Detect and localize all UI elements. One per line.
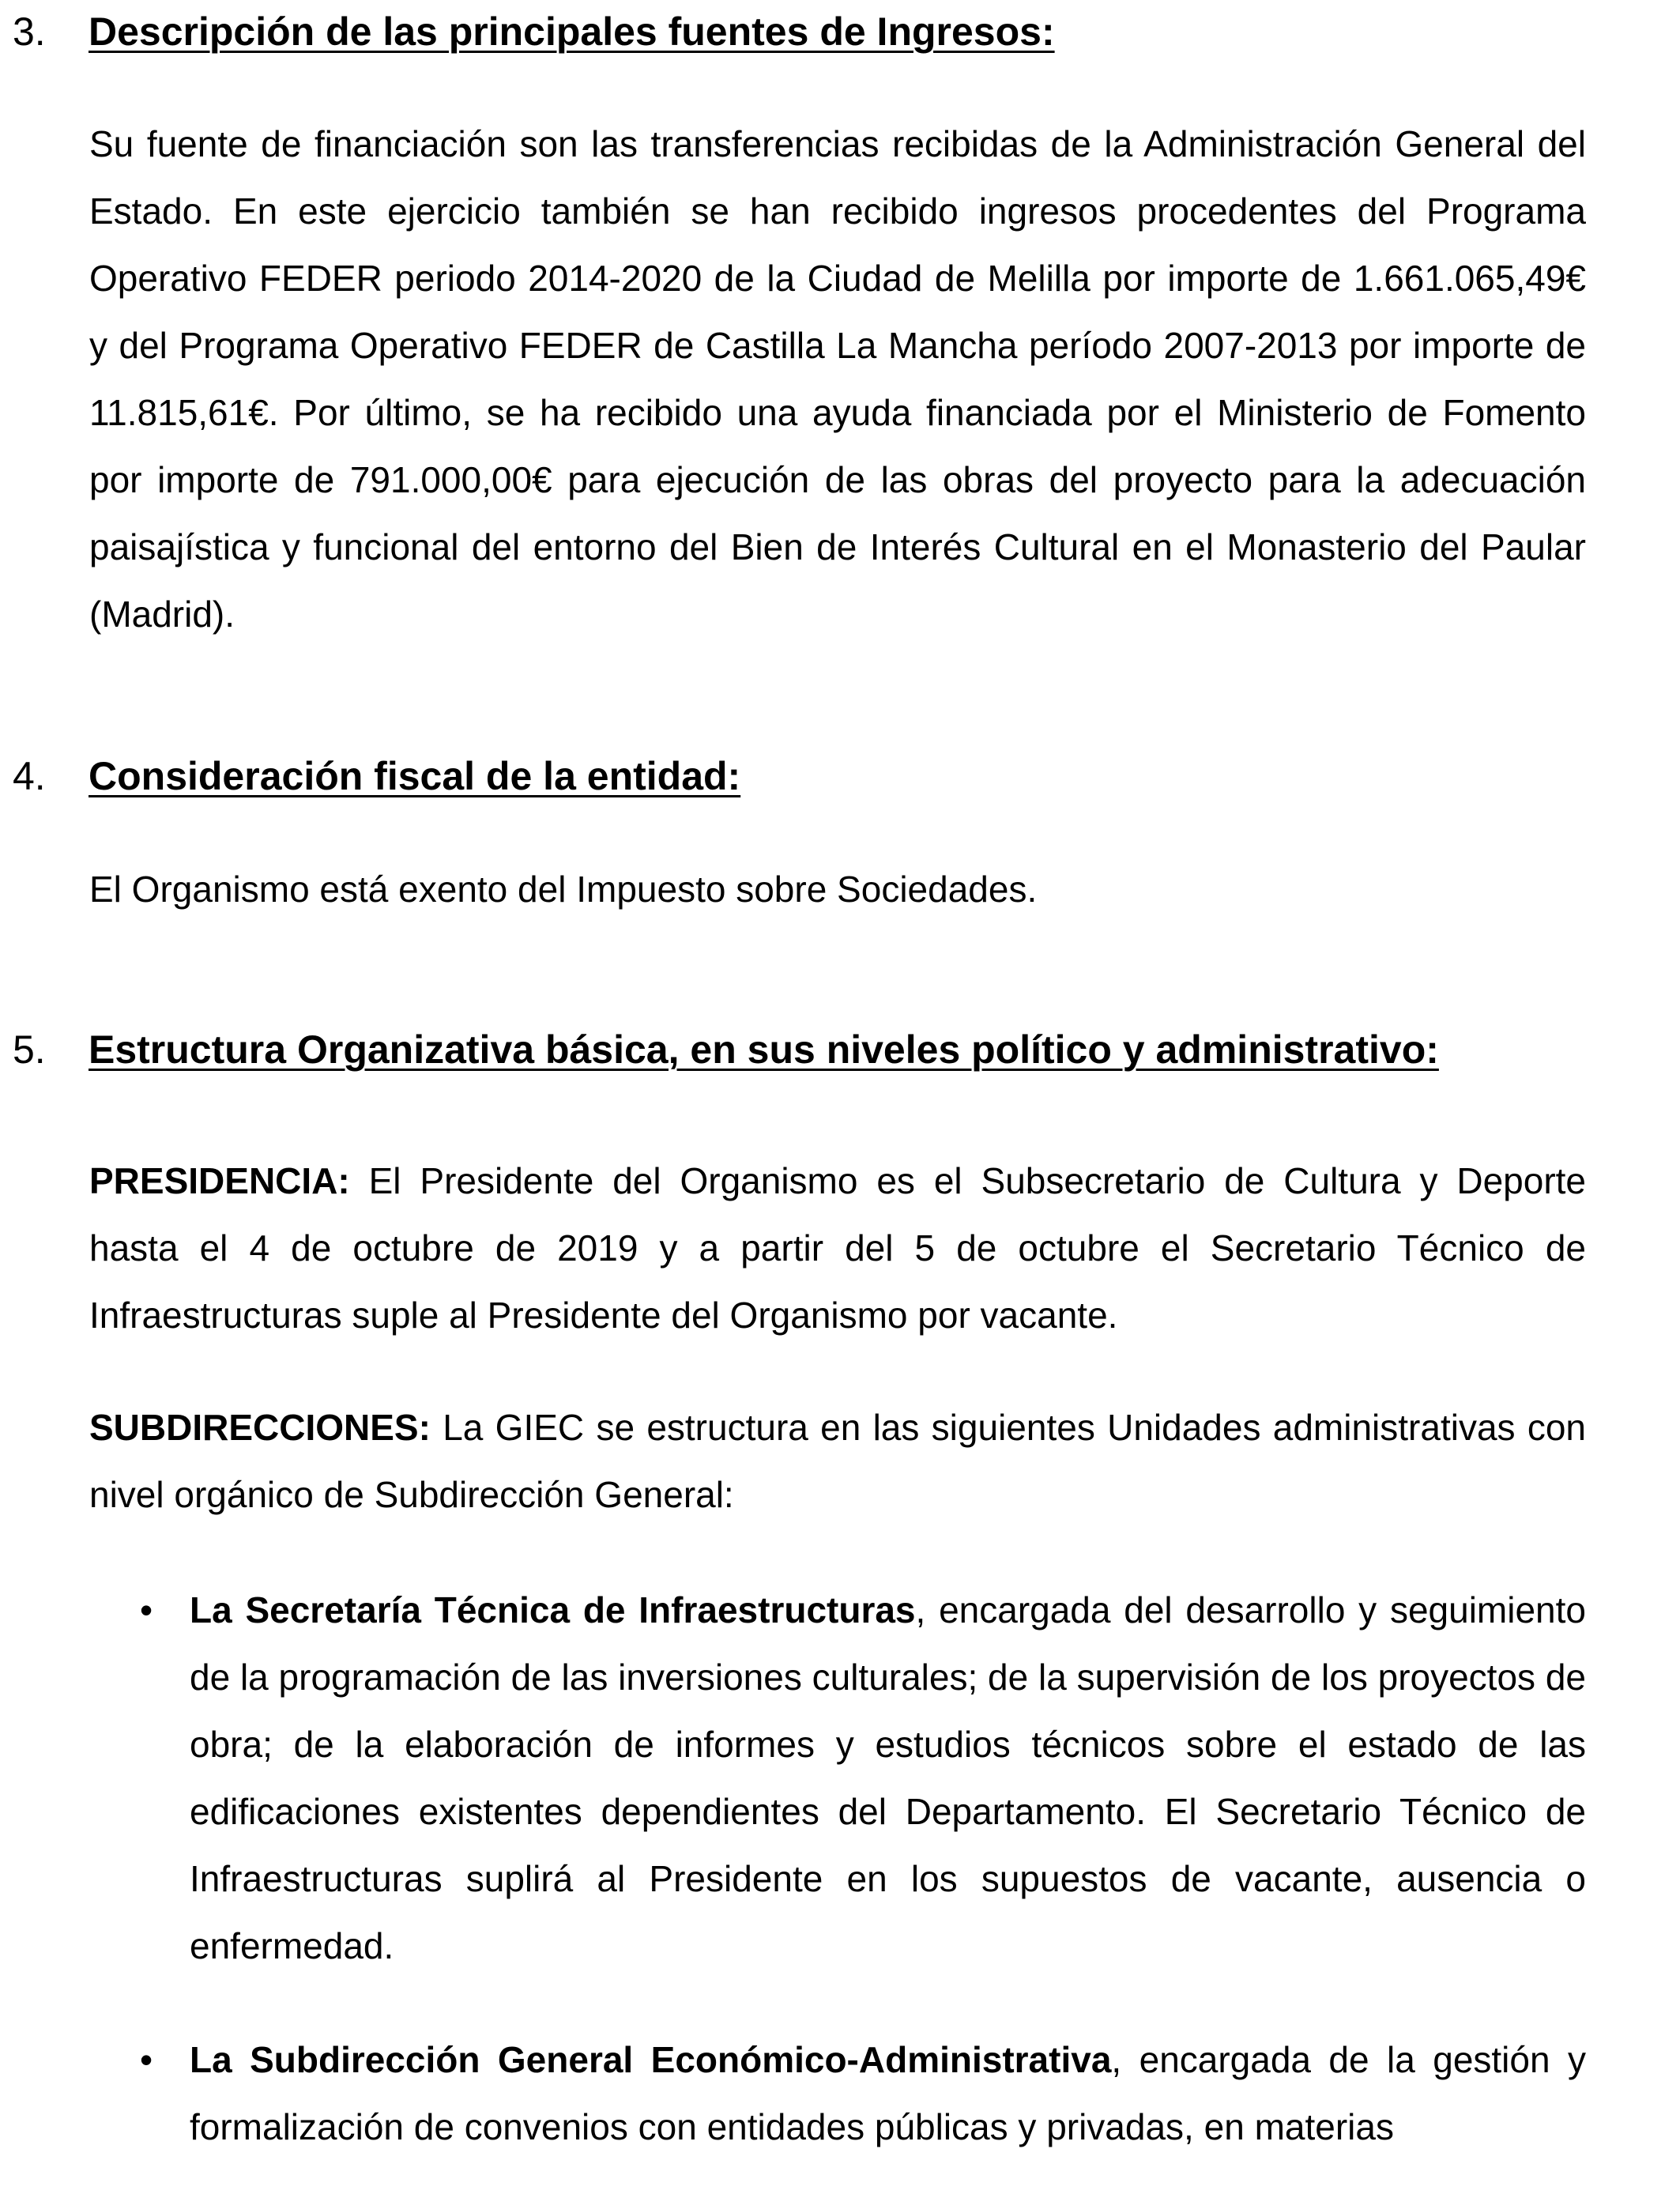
list-item [190,2026,1586,2161]
section-4-title: Consideración fiscal de la entidad: [89,754,741,798]
section-3-heading [13,8,1055,55]
section-3-title: Descripción de las principales fuentes de Ingresos: [89,9,1055,54]
section-4-number: 4. [13,754,46,798]
subdirecciones-paragraph [89,1394,1586,1529]
bullet-marker: • [140,1589,153,1630]
list-item-bold: La Secretaría Técnica de Infraestructuras [190,1589,916,1630]
section-4-body: El Organismo está exento del Impuesto sobre Sociedades. [89,869,1038,910]
list-item-text: , encargada de la gestión y formalización de convenios con entidades públicas y privadas, en materias [190,2039,1586,2147]
section-5-number: 5. [13,1027,46,1072]
bullet-marker: • [140,2039,153,2080]
section-5-title: Estructura Organizativa básica, en sus niveles político y administrativo: [89,1027,1439,1072]
list-item-bold: La Subdirección General Económico-Administrativa [190,2039,1112,2080]
presidencia-paragraph [89,1148,1586,1349]
presidencia-label: PRESIDENCIA: [89,1160,350,1201]
subdirecciones-text: La GIEC se estructura en las siguientes Unidades administrativas con nivel orgánico de Subdirección General: [89,1407,1586,1515]
section-3-number: 3. [13,9,46,54]
list-item-text: , encargada del desarrollo y seguimiento de la programación de las inversiones culturales; de la supervisión de los proyectos de obra; de la elaboración de informes y estudios técnicos sobre el estado de las edificaciones existentes dependientes del Departamento. El Secretario Técnico de Infraestructuras suplirá al Presidente en los supuestos de vacante, ausencia o enfermedad. [190,1589,1586,1966]
section-3-body: Su fuente de financiación son las transferencias recibidas de la Administración General del Estado. En este ejercicio también se han recibido ingresos procedentes del Programa Operativo FEDER periodo 2014-2020 de la Ciudad de Melilla por importe de 1.661.065,49€ y del Programa Operativo FEDER de Castilla La Mancha período 2007-2013 por importe de 11.815,61€. Por último, se ha recibido una ayuda financiada por el Ministerio de Fomento por importe de 791.000,00€ para ejecución de las obras del proyecto para la adecuación paisajística y funcional del entorno del Bien de Interés Cultural en el Monasterio del Paular (Madrid). [89,123,1586,635]
presidencia-text: El Presidente del Organismo es el Subsecretario de Cultura y Deporte hasta el 4 de octubre de 2019 y a partir del 5 de octubre el Secretario Técnico de Infraestructuras suple al Presidente del Organismo por vacante. [89,1160,1586,1336]
section-4-heading [13,752,740,800]
section-5-heading [13,1026,1439,1073]
list-item [190,1577,1586,1980]
subdirecciones-label: SUBDIRECCIONES: [89,1407,431,1448]
